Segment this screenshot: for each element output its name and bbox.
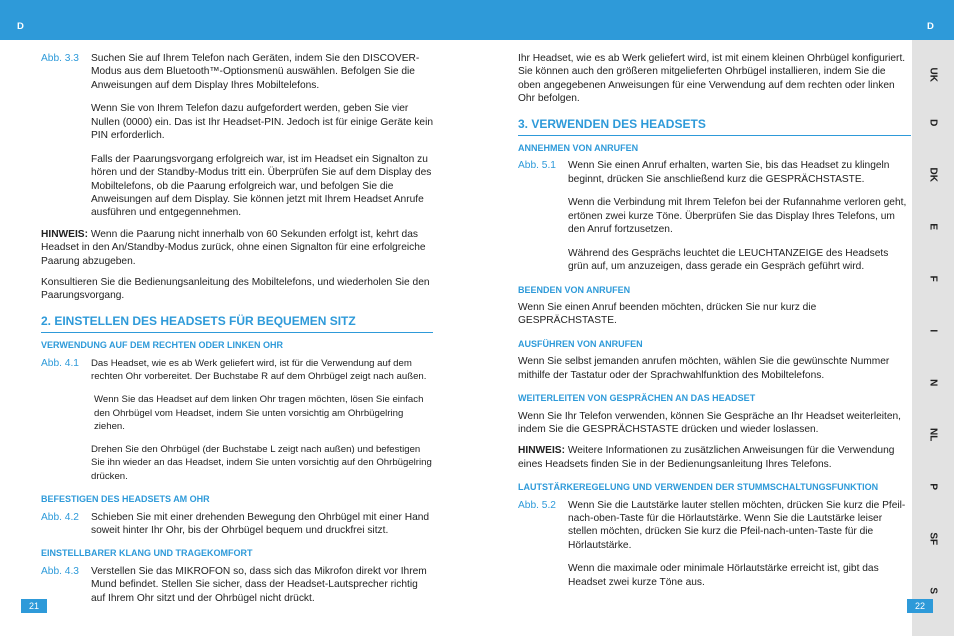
figure-ref: Abb. 5.2 bbox=[518, 499, 556, 511]
intro-paragraph: Ihr Headset, wie es ab Werk geliefert wird, ist mit einem kleinen Ohrbügel konfiguriert. Sie können auch den größeren mitgelieferten Ohrbügel installieren, indem Sie die oben angegebenen Anweisungen für eine Verwendung auf dem rechten oder linken Ohr befolgen. bbox=[518, 53, 906, 105]
hinweis-paragraph bbox=[518, 444, 911, 471]
lang-tab-p[interactable]: P bbox=[927, 483, 939, 491]
hinweis-label: HINWEIS: bbox=[41, 228, 88, 240]
step-text: Verstellen Sie das MIKROFON so, dass sich das Mikrofon direkt vor Ihrem Mund befindet. Stellen Sie sicher, dass der Headset-Lautsprecher richtig auf Ihrem Ohr sitzt und der Ohrbügel nicht drückt. bbox=[91, 565, 427, 604]
step-text: Suchen Sie auf Ihrem Telefon nach Geräten, indem Sie den DISCOVER-Modus aus dem Bluetooth™-Optionsmenü auswählen. Befolgen Sie die Anweisungen auf dem Display Ihres Mobiltelefons. bbox=[91, 53, 420, 91]
left-page-column bbox=[41, 52, 433, 613]
forward-paragraph: Wenn Sie Ihr Telefon verwenden, können Sie Gespräche an Ihr Headset weiterleiten, indem Sie die GESPRÄCHSTASTE drücken und wieder loslassen. bbox=[518, 410, 902, 435]
figure-ref: Abb. 4.3 bbox=[41, 565, 79, 577]
section-2-heading: 2. EINSTELLEN DES HEADSETS FÜR BEQUEMEN SITZ bbox=[41, 315, 433, 333]
subheading-sound: EINSTELLBARER KLANG UND TRAGEKOMFORT bbox=[41, 548, 253, 559]
step-text: Wenn Sie die Lautstärke lauter stellen möchten, drücken Sie kurz die Pfeil-nach-oben-Taste für die Hörlautstärke. Wenn Sie die Lautstärke leiser stellen möchten, drücken Sie kurz die Pfeil-nach-unten-Taste für die Hörlautstärke. bbox=[568, 499, 906, 551]
step-text: Das Headset, wie es ab Werk geliefert wird, ist für die Verwendung auf dem rechten Ohr vorbereitet. Der Buchstabe R auf dem Ohrbügel zeigt nach außen. bbox=[91, 357, 427, 383]
step-abb-4-3 bbox=[41, 565, 433, 605]
subheading-forward: WEITERLEITEN VON GESPRÄCHEN AN DAS HEADSET bbox=[518, 393, 756, 404]
lang-tab-f[interactable]: F bbox=[927, 275, 939, 282]
subheading-attach: BEFESTIGEN DES HEADSETS AM OHR bbox=[41, 494, 210, 505]
section-3-heading: 3. VERWENDEN DES HEADSETS bbox=[518, 118, 911, 136]
hinweis-label: HINWEIS: bbox=[518, 445, 565, 457]
language-marker-right: D bbox=[927, 21, 934, 32]
figure-ref: Abb. 4.2 bbox=[41, 511, 79, 523]
hinweis-text: Weitere Informationen zu zusätzlichen Anweisungen für die Verwendung eines Headsets finden Sie in der Bedienungsanleitung Ihres Telefons. bbox=[518, 445, 895, 470]
hinweis-paragraph bbox=[41, 228, 433, 268]
subheading-volume: LAUTSTÄRKEREGELUNG UND VERWENDEN DER STUMMSCHALTUNGSFUNKTION bbox=[518, 482, 879, 493]
step-text: Schieben Sie mit einer drehenden Bewegung den Ohrbügel mit einer Hand soweit hinter Ihr Ohr, bis der Ohrbügel bequem und druckfrei sitzt. bbox=[91, 511, 430, 536]
turn-earhook-paragraph: Drehen Sie den Ohrbügel (der Buchstabe L zeigt nach außen) und befestigen Sie ihn wieder an das Headset, indem Sie unten vorsichtig auf den Ohrbügelring drücken. bbox=[91, 443, 432, 482]
consult-paragraph: Konsultieren Sie die Bedienungsanleitung des Mobiltelefons, und wiederholen Sie den Paarungsvorgang. bbox=[41, 277, 430, 302]
lang-tab-d[interactable]: D bbox=[927, 119, 939, 127]
subheading-answer: ANNEHMEN VON ANRUFEN bbox=[518, 143, 639, 154]
right-page-column bbox=[518, 52, 911, 597]
lang-tab-nl[interactable]: NL bbox=[927, 428, 939, 442]
step-abb-4-2 bbox=[41, 511, 433, 538]
lang-tab-dk[interactable]: DK bbox=[927, 167, 939, 182]
lang-tab-uk[interactable]: UK bbox=[927, 67, 939, 82]
header-bar bbox=[0, 0, 954, 40]
left-ear-paragraph: Wenn Sie das Headset auf dem linken Ohr tragen möchten, lösen Sie einfach den Ohrbügel vom Headset, indem Sie unten vorsichtig am Ohrbügelring ziehen. bbox=[94, 394, 424, 432]
figure-ref: Abb. 4.1 bbox=[41, 357, 79, 369]
hinweis-text: Wenn die Paarung nicht innerhalb von 60 Sekunden erfolgt ist, kehrt das Headset in den An/Standby-Modus zurück, ohne einen Signalton für eine erfolgreiche Paarung abzugeben. bbox=[41, 228, 426, 267]
lang-tab-i[interactable]: I bbox=[927, 329, 939, 333]
end-call-paragraph: Wenn Sie einen Anruf beenden möchten, drücken Sie nur kurz die GESPRÄCHSTASTE. bbox=[518, 302, 817, 327]
step-text: Wenn Sie einen Anruf erhalten, warten Sie, bis das Headset zu klingeln beginnt, drücken Sie anschließend kurz die GESPRÄCHSTASTE. bbox=[568, 160, 890, 185]
make-call-paragraph: Wenn Sie selbst jemanden anrufen möchten, wählen Sie die gewünschte Nummer mithilfe der Tastatur oder der Sprachwahlfunktion des Mobiltelefons. bbox=[518, 356, 890, 381]
lang-tab-e[interactable]: E bbox=[927, 223, 939, 231]
led-paragraph: Während des Gesprächs leuchtet die LEUCHTANZEIGE des Headsets grün auf, um anzuzeigen, dass gerade ein Gespräch geführt wird. bbox=[568, 247, 889, 273]
lang-tab-n[interactable]: N bbox=[927, 379, 939, 387]
subheading-end: BEENDEN VON ANRUFEN bbox=[518, 284, 631, 295]
page-number-left: 21 bbox=[21, 599, 47, 613]
subheading-ear: VERWENDUNG AUF DEM RECHTEN ODER LINKEN OHR bbox=[41, 340, 284, 351]
step-abb-5-2 bbox=[518, 499, 911, 553]
tones-paragraph: Wenn die Verbindung mit Ihrem Telefon bei der Rufannahme verloren geht, ertönen zwei kurze Töne. Überprüfen Sie das Display Ihres Telefons, um den Anruf fortzusetzen. bbox=[568, 197, 907, 236]
pin-paragraph: Wenn Sie von Ihrem Telefon dazu aufgefordert werden, geben Sie vier Nullen (0000) ein. Das ist Ihr Headset-PIN. Jedoch ist für einige Geräte kein PIN erforderlich. bbox=[91, 103, 434, 142]
min-max-volume-paragraph: Wenn die maximale oder minimale Hörlautstärke erreicht ist, gibt das Headset zwei kurze Töne aus. bbox=[568, 563, 879, 588]
lang-tab-s[interactable]: S bbox=[927, 587, 939, 595]
page-number-right: 22 bbox=[907, 599, 933, 613]
subheading-make: AUSFÜHREN VON ANRUFEN bbox=[518, 338, 643, 349]
lang-tab-sf[interactable]: SF bbox=[927, 532, 939, 546]
pairing-success-paragraph: Falls der Paarungsvorgang erfolgreich war, ist im Headset ein Signalton zu hören und der Standby-Modus tritt ein. Überprüfen Sie auf dem Display des Mobiltelefons, ob die Paarung erfolgreich war, und befolgen Sie die Anweisungen auf dem Display. Sie können jetzt mit Ihrem Headset Anrufe ausführen und entgegennehmen. bbox=[91, 153, 432, 219]
language-sidebar bbox=[912, 40, 954, 636]
step-abb-5-1 bbox=[518, 159, 911, 186]
step-abb-3-3 bbox=[41, 52, 433, 92]
step-abb-4-1 bbox=[41, 357, 433, 384]
figure-ref: Abb. 5.1 bbox=[518, 160, 556, 172]
figure-ref: Abb. 3.3 bbox=[41, 53, 79, 64]
language-marker-left: D bbox=[17, 21, 24, 32]
